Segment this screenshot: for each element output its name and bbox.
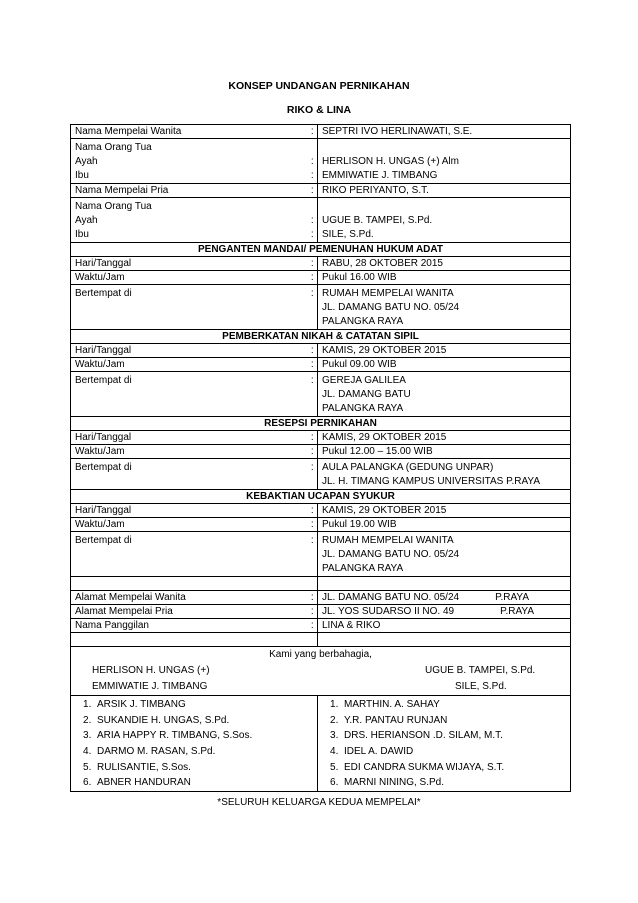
pemberkatan-place-line: JL. DAMANG BATU	[322, 389, 411, 400]
resepsi-time-label: Waktu/Jam	[71, 445, 308, 459]
colon: :	[308, 431, 318, 445]
bride-parents-label: Nama Orang Tua	[75, 142, 152, 153]
colon: :	[308, 445, 318, 459]
colon: :	[310, 170, 314, 181]
groom-name-row	[71, 184, 571, 198]
colon: :	[310, 215, 314, 226]
bride-father-label: Ayah	[75, 156, 98, 167]
groom-name-value: RIKO PERIYANTO, S.T.	[318, 184, 571, 198]
list-item: MARNI NINING, S.Pd.	[344, 777, 445, 789]
resepsi-time-value: Pukul 12.00 – 15.00 WIB	[318, 445, 571, 459]
section-heading-pemberkatan: PEMBERKATAN NIKAH & CATATAN SIPIL	[71, 330, 571, 344]
colon: :	[310, 375, 314, 386]
mandai-time-row	[71, 271, 571, 285]
kebaktian-date-label: Hari/Tanggal	[71, 504, 308, 518]
bride-mother-value: EMMIWATIE J. TIMBANG	[322, 170, 438, 181]
nickname-label: Nama Panggilan	[71, 619, 308, 633]
resepsi-place-line: AULA PALANGKA (GEDUNG UNPAR)	[322, 462, 494, 473]
list-item: EDI CANDRA SUKMA WIJAYA, S.T.	[344, 761, 505, 773]
resepsi-place-value	[318, 459, 571, 490]
pemberkatan-place-label	[71, 372, 308, 417]
family-left-cell	[71, 696, 308, 792]
signature-right-line1: UGUE B. TAMPEI, S.Pd.	[425, 665, 536, 676]
colon: :	[310, 535, 314, 546]
list-item: ABNER HANDURAN	[97, 777, 191, 789]
bride-address-label: Alamat Mempelai Wanita	[71, 591, 308, 605]
colon: :	[310, 288, 314, 299]
colon: :	[308, 125, 318, 139]
section-heading-mandai: PENGANTEN MANDAI/ PEMENUHAN HUKUM ADAT	[71, 243, 571, 257]
colon-cell	[308, 372, 318, 417]
mandai-time-label: Waktu/Jam	[71, 271, 308, 285]
colon: :	[310, 462, 314, 473]
kebaktian-time-label: Waktu/Jam	[71, 518, 308, 532]
bride-parents-row	[71, 139, 571, 184]
colon: :	[310, 229, 314, 240]
bride-father-value: HERLISON H. UNGAS (+) Alm	[322, 156, 459, 167]
mandai-place-line: RUMAH MEMPELAI WANITA	[322, 288, 454, 299]
pemberkatan-date-label: Hari/Tanggal	[71, 344, 308, 358]
pemberkatan-date-row	[71, 344, 571, 358]
kebaktian-place-label-text: Bertempat di	[75, 535, 132, 546]
colon-cell	[308, 532, 318, 577]
mandai-place-line: JL. DAMANG BATU NO. 05/24	[322, 302, 460, 313]
kebaktian-place-line: JL. DAMANG BATU NO. 05/24	[322, 549, 460, 560]
groom-parents-labels	[71, 198, 308, 243]
list-item: IDEL A. DAWID	[344, 746, 414, 758]
resepsi-time-row	[71, 445, 571, 459]
colon: :	[308, 344, 318, 358]
signature-left-line2: EMMIWATIE J. TIMBANG	[92, 681, 208, 692]
mandai-date-value: RABU, 28 OKTOBER 2015	[318, 257, 571, 271]
colon: :	[308, 504, 318, 518]
bride-name-value: SEPTRI IVO HERLINAWATI, S.E.	[318, 125, 571, 139]
kebaktian-place-row	[71, 532, 571, 577]
kebaktian-date-value: KAMIS, 29 OKTOBER 2015	[318, 504, 571, 518]
resepsi-place-row	[71, 459, 571, 490]
bride-address-row	[71, 591, 571, 605]
footer-note: *SELURUH KELUARGA KEDUA MEMPELAI*	[217, 797, 421, 808]
mandai-place-row	[71, 285, 571, 330]
mandai-time-value: Pukul 16.00 WIB	[318, 271, 571, 285]
bride-mother-label: Ibu	[75, 170, 89, 181]
list-item: SUKANDIE H. UNGAS, S.Pd.	[97, 714, 230, 726]
document-title: KONSEP UNDANGAN PERNIKAHAN	[228, 80, 410, 92]
groom-parents-row	[71, 198, 571, 243]
bride-address-street: JL. DAMANG BATU NO. 05/24	[322, 592, 460, 603]
document-subtitle: RIKO & LINA	[286, 104, 352, 116]
bride-name-label: Nama Mempelai Wanita	[71, 125, 308, 139]
colon-cell	[308, 459, 318, 490]
bride-address-city: P.RAYA	[495, 592, 529, 603]
mandai-place-label-text: Bertempat di	[75, 288, 132, 299]
groom-parents-values	[318, 198, 571, 243]
invitation-table	[70, 124, 571, 792]
groom-address-value	[318, 605, 571, 619]
kebaktian-time-value: Pukul 19.00 WIB	[318, 518, 571, 532]
groom-address-row	[71, 605, 571, 619]
family-left-list	[75, 697, 308, 791]
section-heading-kebaktian: KEBAKTIAN UCAPAN SYUKUR	[71, 490, 571, 504]
bride-parents-values	[318, 139, 571, 184]
mandai-place-line: PALANGKA RAYA	[322, 316, 404, 327]
groom-mother-value: SILE, S.Pd.	[322, 229, 374, 240]
bride-address-value	[318, 591, 571, 605]
kebaktian-place-value	[318, 532, 571, 577]
kebaktian-place-line: PALANGKA RAYA	[322, 563, 404, 574]
colon-cell	[308, 285, 318, 330]
pemberkatan-place-line: PALANGKA RAYA	[322, 403, 404, 414]
mandai-place-value	[318, 285, 571, 330]
list-item: MARTHIN. A. SAHAY	[344, 699, 440, 710]
list-item: RULISANTIE, S.Sos.	[97, 761, 191, 773]
groom-father-label: Ayah	[75, 215, 98, 226]
kebaktian-place-line: RUMAH MEMPELAI WANITA	[322, 535, 454, 546]
pemberkatan-time-label: Waktu/Jam	[71, 358, 308, 372]
signature-left-line1: HERLISON H. UNGAS (+)	[92, 665, 210, 676]
signature-row	[71, 647, 571, 696]
kebaktian-time-row	[71, 518, 571, 532]
pemberkatan-date-value: KAMIS, 29 OKTOBER 2015	[318, 344, 571, 358]
colon: :	[310, 156, 314, 167]
colon: :	[308, 591, 318, 605]
nickname-value: LINA & RIKO	[318, 619, 571, 633]
colon: :	[308, 271, 318, 285]
pemberkatan-place-label-text: Bertempat di	[75, 375, 132, 386]
pemberkatan-place-line: GEREJA GALILEA	[322, 375, 406, 386]
family-row	[71, 696, 571, 792]
list-item: ARIA HAPPY R. TIMBANG, S.Sos.	[97, 730, 253, 742]
kebaktian-date-row	[71, 504, 571, 518]
groom-mother-label: Ibu	[75, 229, 89, 240]
signature-cell	[71, 647, 571, 696]
signature-heading: Kami yang berbahagia,	[269, 649, 372, 660]
groom-address-label: Alamat Mempelai Pria	[71, 605, 308, 619]
groom-father-value: UGUE B. TAMPEI, S.Pd.	[322, 215, 433, 226]
colon-cell	[308, 198, 318, 243]
colon: :	[308, 184, 318, 198]
mandai-place-label	[71, 285, 308, 330]
bride-name-row	[71, 125, 571, 139]
colon: :	[308, 605, 318, 619]
pemberkatan-time-row	[71, 358, 571, 372]
colon: :	[308, 619, 318, 633]
pemberkatan-place-value	[318, 372, 571, 417]
resepsi-date-value: KAMIS, 29 OKTOBER 2015	[318, 431, 571, 445]
resepsi-place-label	[71, 459, 308, 490]
section-heading-resepsi: RESEPSI PERNIKAHAN	[71, 417, 571, 431]
colon: :	[308, 358, 318, 372]
pemberkatan-place-row	[71, 372, 571, 417]
groom-address-city: P.RAYA	[500, 606, 534, 617]
pemberkatan-time-value: Pukul 09.00 WIB	[318, 358, 571, 372]
resepsi-place-line: JL. H. TIMANG KAMPUS UNIVERSITAS P.RAYA	[322, 476, 541, 487]
list-item: Y.R. PANTAU RUNJAN	[344, 714, 448, 726]
list-item: DRS. HERIANSON .D. SILAM, M.T.	[344, 730, 503, 742]
colon: :	[308, 518, 318, 532]
list-item: ARSIK J. TIMBANG	[97, 699, 186, 710]
colon-cell	[308, 139, 318, 184]
mandai-date-row	[71, 257, 571, 271]
mandai-date-label: Hari/Tanggal	[71, 257, 308, 271]
signature-right-line2: SILE, S.Pd.	[455, 681, 507, 692]
groom-parents-label: Nama Orang Tua	[75, 201, 152, 212]
groom-address-street: JL. YOS SUDARSO II NO. 49	[322, 606, 455, 617]
nickname-row	[71, 619, 571, 633]
resepsi-date-label: Hari/Tanggal	[71, 431, 308, 445]
divider-cell	[308, 696, 318, 792]
blank-row	[71, 577, 571, 591]
colon: :	[308, 257, 318, 271]
bride-parents-labels	[71, 139, 308, 184]
family-right-cell	[318, 696, 571, 792]
resepsi-date-row	[71, 431, 571, 445]
blank-row	[71, 633, 571, 647]
kebaktian-place-label	[71, 532, 308, 577]
resepsi-place-label-text: Bertempat di	[75, 462, 132, 473]
family-right-list	[322, 697, 570, 791]
list-item: DARMO M. RASAN, S.Pd.	[97, 746, 216, 758]
groom-name-label: Nama Mempelai Pria	[71, 184, 308, 198]
